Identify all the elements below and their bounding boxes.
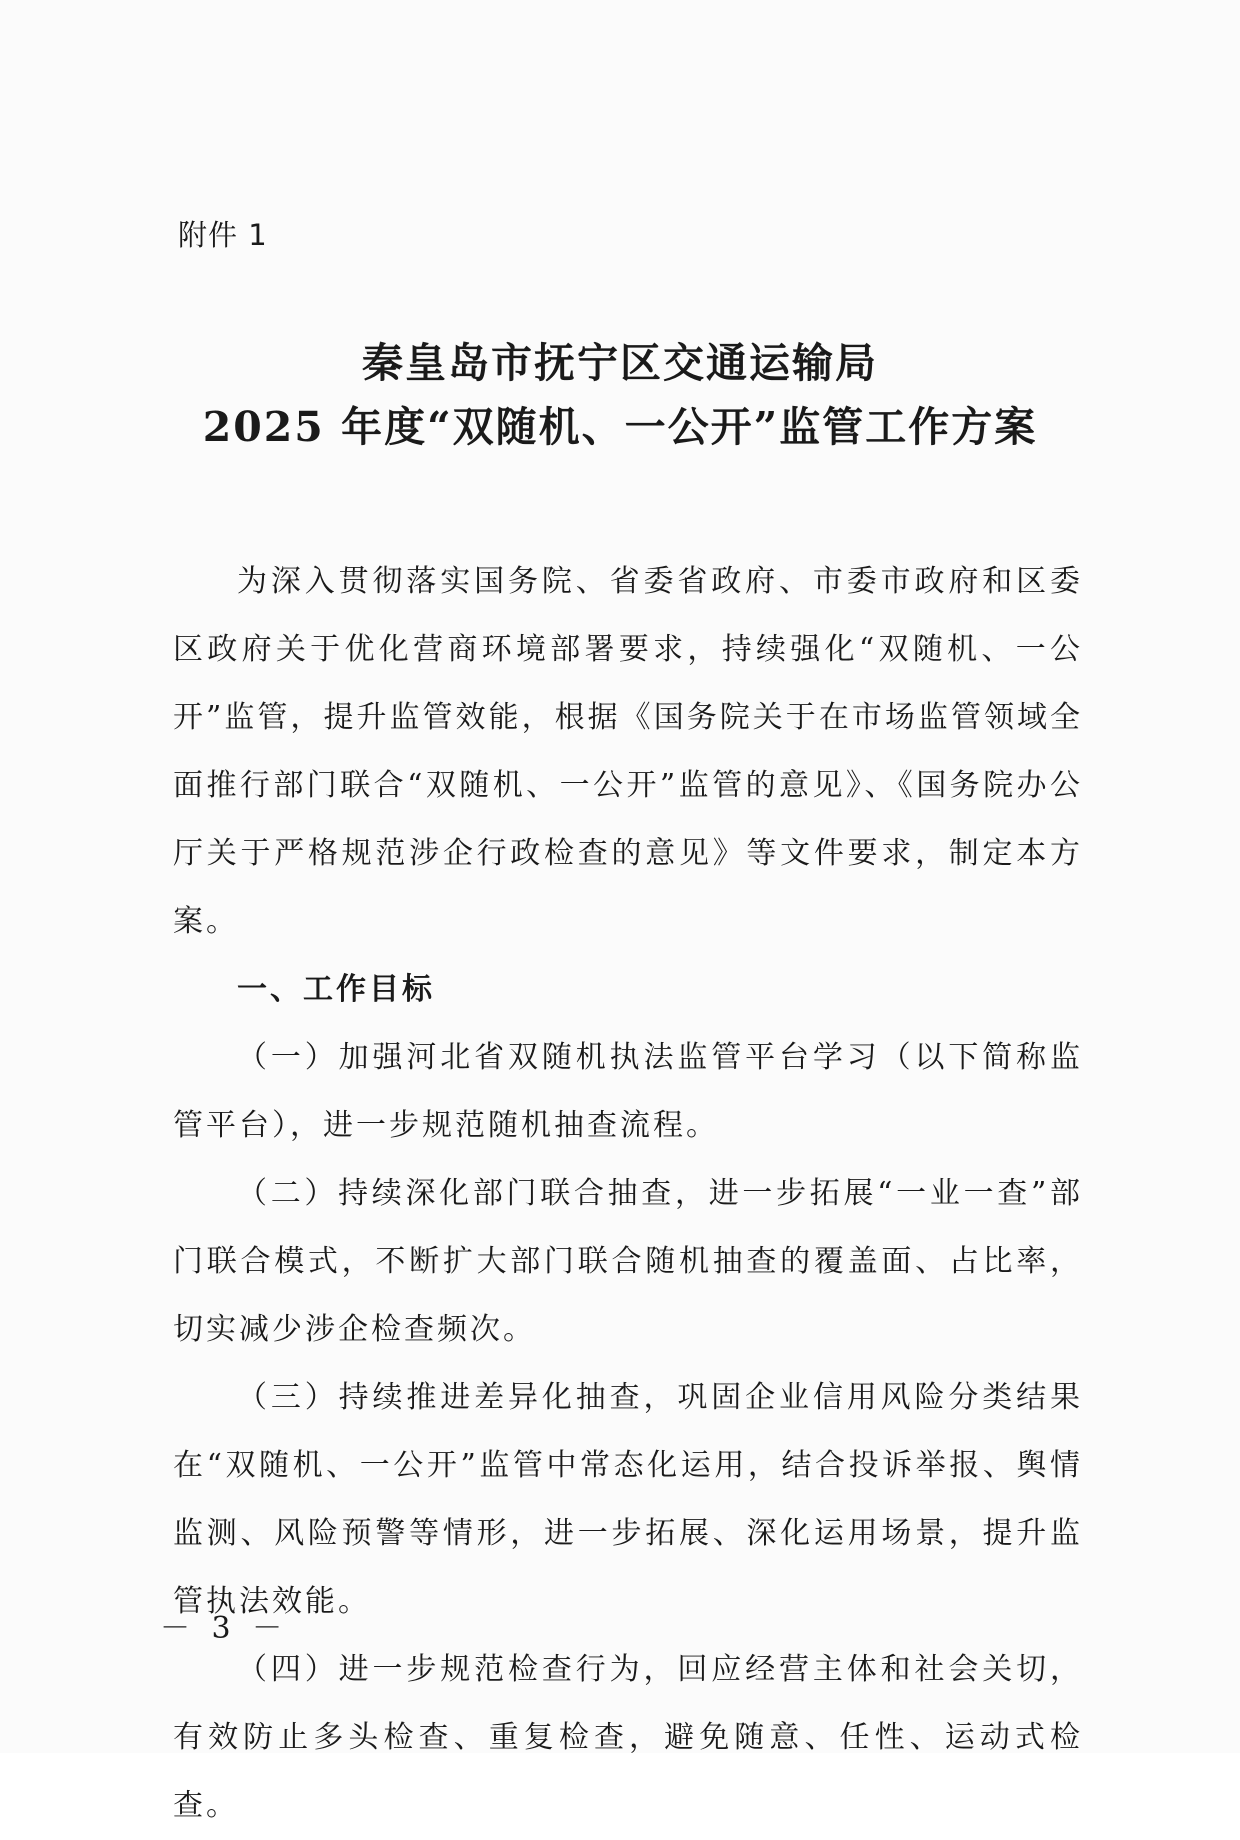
goal-item-1: （一）加强河北省双随机执法监管平台学习（以下简称监管平台），进一步规范随机抽查流程。 — [173, 1040, 1083, 1143]
page-number: － 3 － — [160, 1611, 289, 1646]
goal-item-3: （三）持续推进差异化抽查，巩固企业信用风险分类结果在“双随机、一公开”监管中常态化运用，结合投诉举报、舆情监测、风险预警等情形，进一步拓展、深化运用场景，提升监管执法效能。 — [173, 1380, 1083, 1619]
document-title-line1: 秦皇岛市抚宁区交通运输局 — [362, 339, 878, 387]
goal-item-4: （四）进一步规范检查行为，回应经营主体和社会关切，有效防止多头检查、重复检查，避免随意、任性、运动式检查。 — [173, 1652, 1083, 1823]
document-title-line2: 2025 年度“双随机、一公开”监管工作方案 — [202, 403, 1038, 451]
goal-item-2: （二）持续深化部门联合抽查，进一步拓展“一业一查”部门联合模式，不断扩大部门联合随机抽查的覆盖面、占比率，切实减少涉企检查频次。 — [173, 1176, 1083, 1347]
attachment-label: 附件 1 — [178, 218, 268, 252]
document-body — [173, 548, 1083, 1840]
section-heading-goals: 一、工作目标 — [237, 972, 435, 1007]
intro-paragraph: 为深入贯彻落实国务院、省委省政府、市委市政府和区委区政府关于优化营商环境部署要求，持续强化“双随机、一公开”监管，提升监管效能，根据《国务院关于在市场监管领域全面推行部门联合“双随机、一公开”监管的意见》、《国务院办公厅关于严格规范涉企行政检查的意见》等文件要求，制定本方案。 — [173, 564, 1083, 939]
